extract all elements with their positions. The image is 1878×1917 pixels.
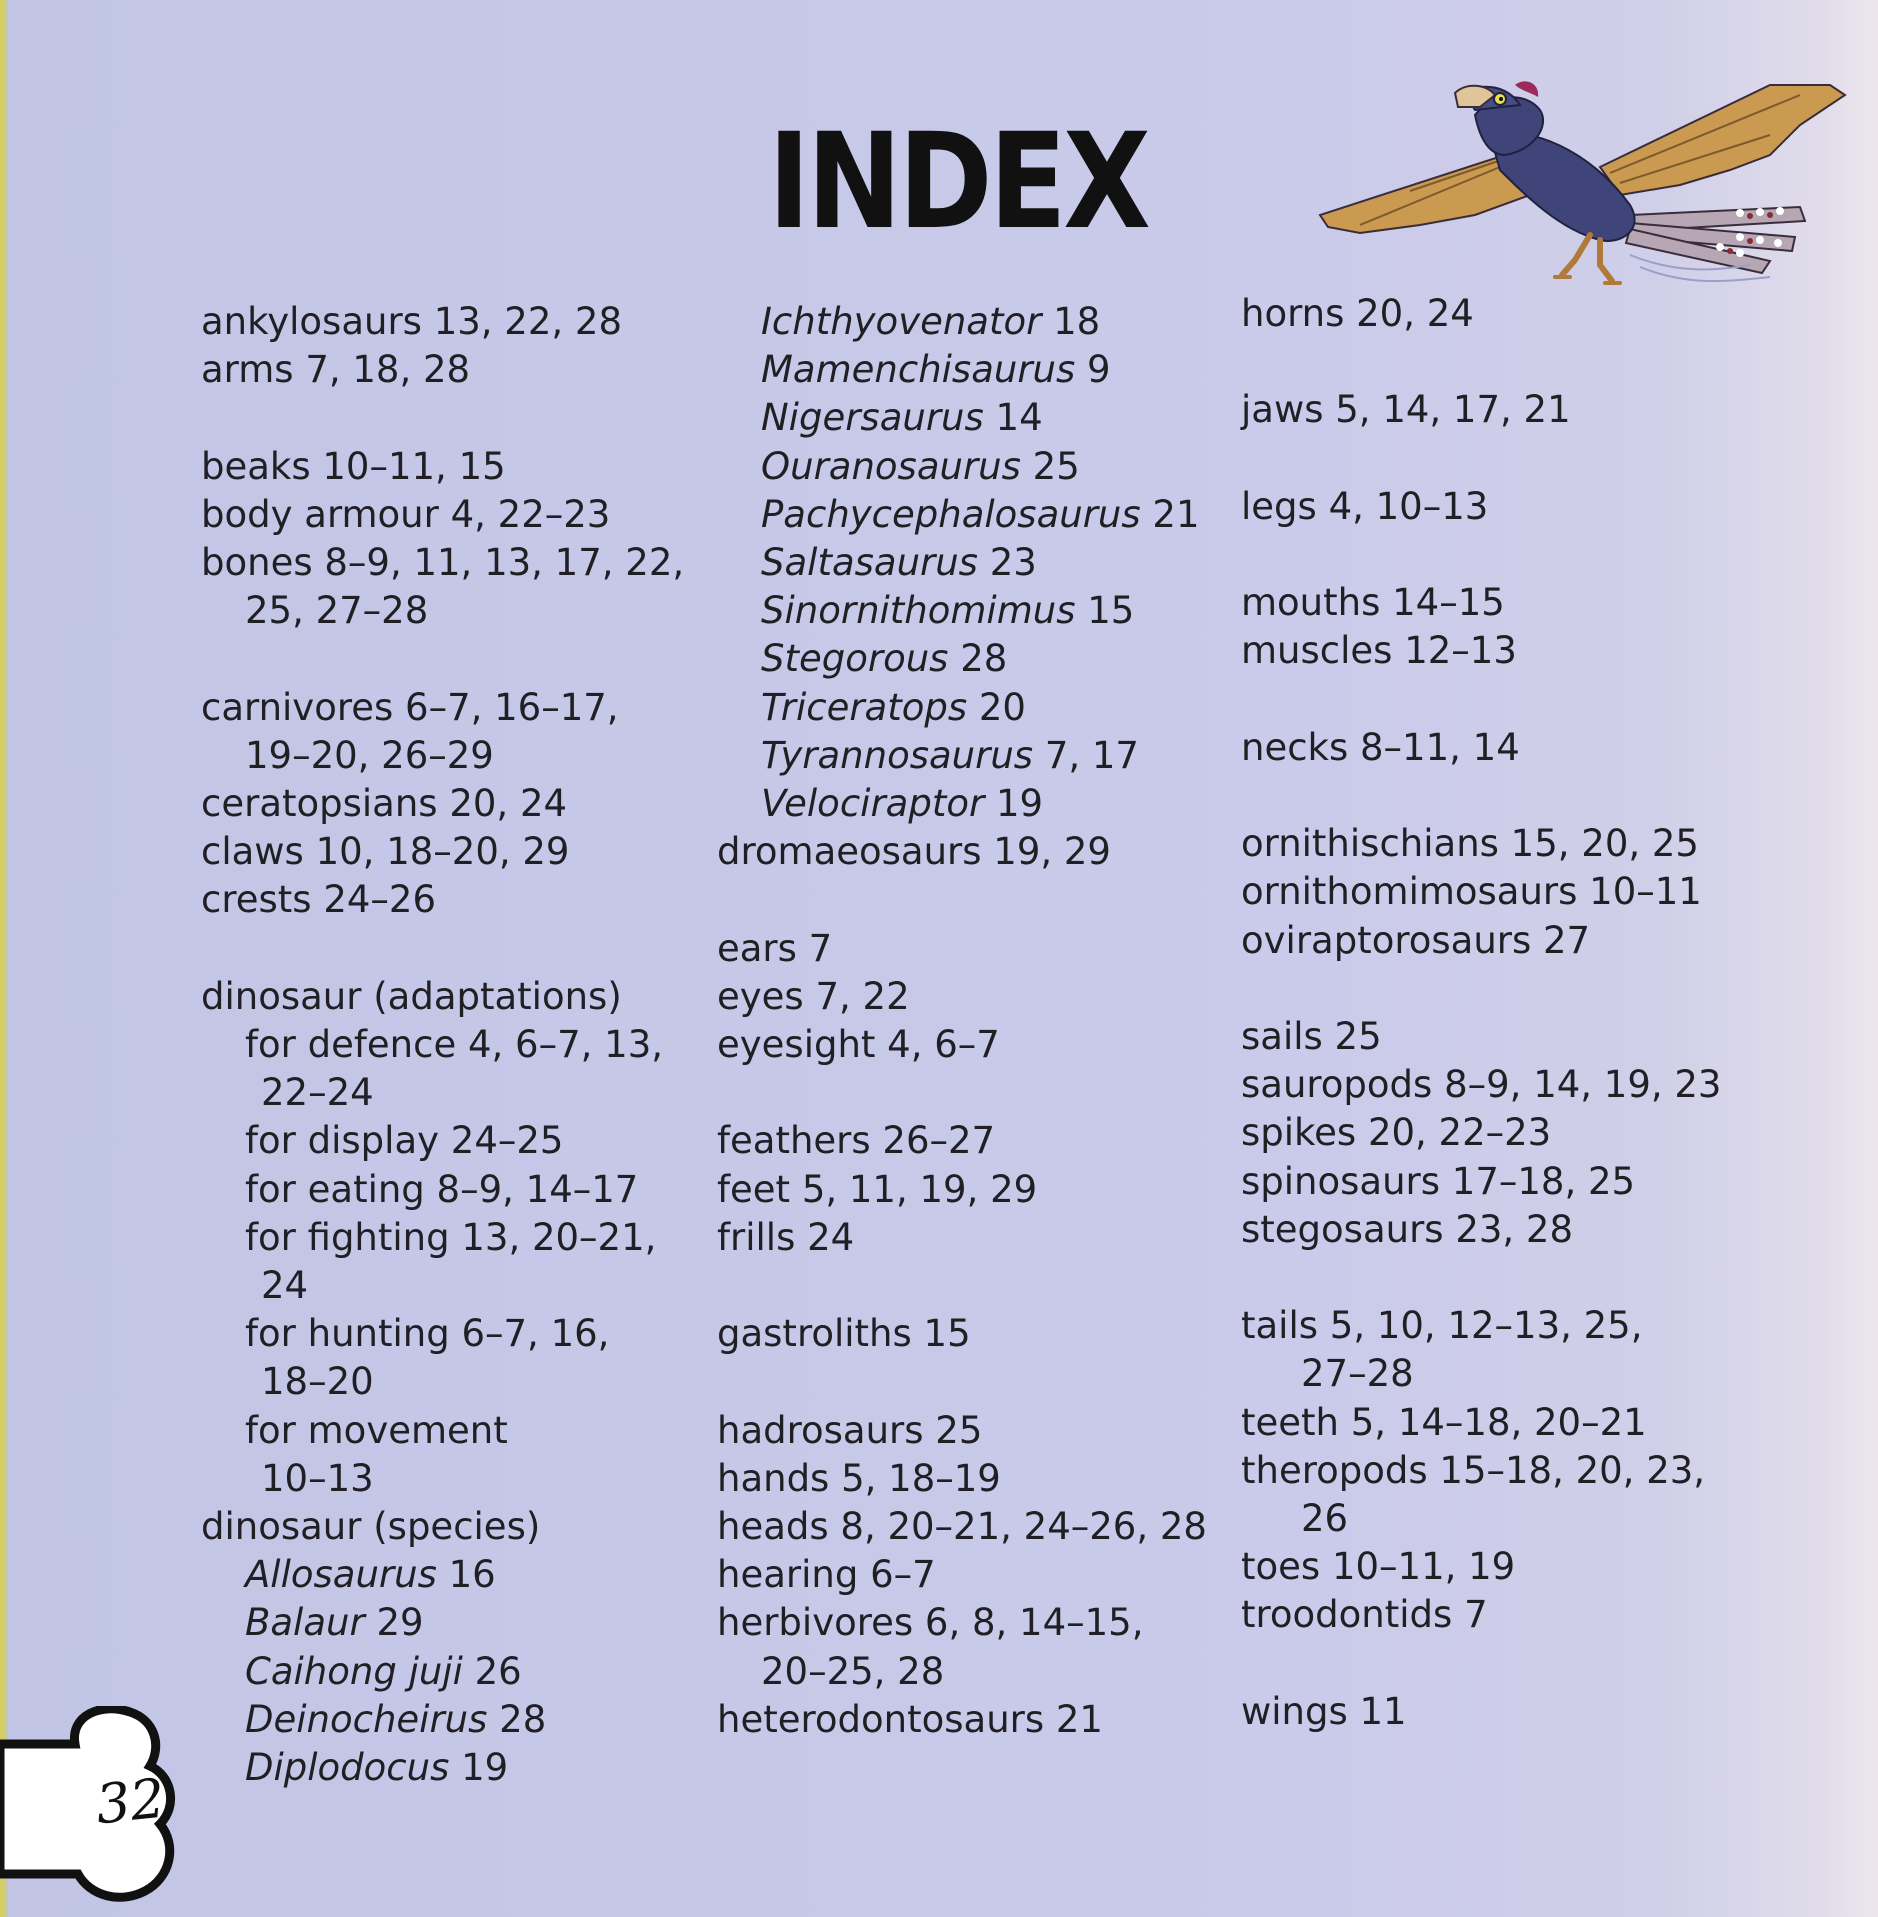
page-references: 28 — [960, 637, 1008, 681]
index-entry: 26 — [1301, 1496, 1349, 1540]
index-column-1 — [201, 298, 684, 1792]
index-entry: for movement — [245, 1408, 508, 1452]
entry-gap — [717, 876, 1207, 924]
index-entry: frills 24 — [717, 1215, 855, 1259]
entry-gap — [1241, 1254, 1721, 1302]
page-references: 26 — [474, 1649, 522, 1693]
page-spine — [0, 0, 8, 1917]
entry-gap — [1241, 676, 1721, 724]
index-entry — [717, 684, 1207, 732]
species-name: Velociraptor — [761, 782, 985, 826]
species-name: Balaur — [245, 1601, 365, 1645]
index-entry — [717, 491, 1207, 539]
index-entry: sails 25 — [1241, 1014, 1382, 1058]
index-entry: feathers 26–27 — [717, 1119, 996, 1163]
index-entry: ears 7 — [717, 926, 833, 970]
index-entry — [717, 635, 1207, 683]
index-entry: wings 11 — [1241, 1689, 1407, 1733]
index-entry: feet 5, 11, 19, 29 — [717, 1167, 1038, 1211]
index-entry — [201, 1648, 684, 1696]
entry-gap — [1241, 772, 1721, 820]
index-entry: tails 5, 10, 12–13, 25, — [1241, 1304, 1643, 1348]
index-entry: 20–25, 28 — [761, 1649, 945, 1693]
index-entry: horns 20, 24 — [1241, 292, 1474, 335]
index-entry: legs 4, 10–13 — [1241, 484, 1489, 528]
index-entry: 19–20, 26–29 — [245, 733, 494, 777]
entry-gap — [201, 635, 684, 683]
species-name: Diplodocus — [245, 1746, 450, 1790]
page-number: 32 — [92, 1766, 168, 1837]
page-references: 20 — [978, 685, 1026, 729]
page-references: 16 — [448, 1553, 496, 1597]
entry-gap — [717, 1358, 1207, 1406]
index-entry: hadrosaurs 25 — [717, 1408, 983, 1452]
index-entry: spinosaurs 17–18, 25 — [1241, 1159, 1636, 1203]
species-name: Sinornithomimus — [761, 589, 1076, 633]
index-entry: dromaeosaurs 19, 29 — [717, 830, 1111, 874]
index-entry: eyes 7, 22 — [717, 974, 910, 1018]
page-references: 25 — [1032, 444, 1080, 488]
index-entry: necks 8–11, 14 — [1241, 725, 1520, 769]
index-entry: carnivores 6–7, 16–17, — [201, 685, 619, 729]
page-references: 7, 17 — [1044, 733, 1139, 777]
index-entry: gastroliths 15 — [717, 1312, 971, 1356]
index-entry: claws 10, 18–20, 29 — [201, 830, 570, 874]
index-entry — [201, 1599, 684, 1647]
index-entry: herbivores 6, 8, 14–15, — [717, 1601, 1144, 1645]
index-entry: spikes 20, 22–23 — [1241, 1111, 1552, 1155]
index-entry — [201, 1696, 684, 1744]
index-entry: stegosaurs 23, 28 — [1241, 1207, 1574, 1251]
index-entry: eyesight 4, 6–7 — [717, 1023, 1000, 1067]
index-entry — [717, 298, 1207, 346]
entry-gap — [1241, 965, 1721, 1013]
index-entry — [201, 1551, 684, 1599]
index-entry: crests 24–26 — [201, 878, 436, 922]
entry-gap — [1241, 1640, 1721, 1688]
page-references: 18 — [1053, 300, 1101, 343]
page-references: 23 — [989, 541, 1037, 585]
species-name: Deinocheirus — [245, 1697, 488, 1741]
index-entry: dinosaur (species) — [201, 1505, 541, 1549]
index-entry: hands 5, 18–19 — [717, 1456, 1001, 1500]
page-references: 19 — [461, 1746, 509, 1790]
index-column-2 — [717, 298, 1207, 1744]
entry-gap — [1241, 531, 1721, 579]
entry-gap — [201, 394, 684, 442]
index-entry: 22–24 — [261, 1071, 374, 1115]
index-entry: hearing 6–7 — [717, 1553, 936, 1597]
species-name: Caihong juji — [245, 1649, 463, 1693]
index-entry — [201, 1744, 684, 1792]
page-references: 28 — [499, 1697, 547, 1741]
index-entry: ornithomimosaurs 10–11 — [1241, 870, 1702, 914]
index-entry: ankylosaurs 13, 22, 28 — [201, 300, 622, 343]
page-references: 14 — [995, 396, 1043, 440]
index-entry: beaks 10–11, 15 — [201, 444, 506, 488]
species-name: Pachycephalosaurus — [761, 492, 1141, 536]
species-name: Nigersaurus — [761, 396, 984, 440]
index-entry — [717, 394, 1207, 442]
index-entry: jaws 5, 14, 17, 21 — [1241, 388, 1571, 432]
index-entry: arms 7, 18, 28 — [201, 348, 471, 392]
index-entry: 18–20 — [261, 1360, 374, 1404]
index-entry: dinosaur (adaptations) — [201, 974, 622, 1018]
index-entry — [717, 443, 1207, 491]
page-references: 19 — [995, 782, 1044, 826]
entry-gap — [201, 925, 684, 973]
index-entry — [717, 732, 1207, 780]
index-entry: heterodontosaurs 21 — [717, 1697, 1103, 1741]
species-name: Ouranosaurus — [761, 444, 1021, 488]
index-entry: for display 24–25 — [245, 1119, 564, 1163]
index-entry: body armour 4, 22–23 — [201, 492, 611, 536]
index-entry: for defence 4, 6–7, 13, — [245, 1023, 664, 1066]
page-references: 9 — [1087, 348, 1111, 392]
index-entry: ceratopsians 20, 24 — [201, 782, 568, 825]
flying-dinosaur-icon — [1300, 55, 1860, 295]
entry-gap — [717, 1262, 1207, 1310]
entry-gap — [1241, 338, 1721, 386]
index-entry — [717, 539, 1207, 587]
index-entry: troodontids 7 — [1241, 1593, 1488, 1637]
index-entry: for hunting 6–7, 16, — [245, 1312, 610, 1356]
species-name: Allosaurus — [245, 1553, 437, 1597]
page-references: 15 — [1087, 589, 1135, 633]
index-entry: for eating 8–9, 14–17 — [245, 1167, 639, 1211]
index-entry: 27–28 — [1301, 1352, 1414, 1396]
index-entry: oviraptorosaurs 27 — [1241, 918, 1591, 962]
species-name: Triceratops — [761, 685, 968, 729]
index-entry: bones 8–9, 11, 13, 17, 22, — [201, 541, 685, 584]
index-entry: 10–13 — [261, 1456, 374, 1500]
index-column-3 — [1241, 290, 1721, 1736]
index-entry: for fighting 13, 20–21, — [245, 1215, 657, 1259]
species-name: Stegorous — [761, 637, 949, 681]
index-entry: teeth 5, 14–18, 20–21 — [1241, 1400, 1647, 1444]
index-entry — [717, 346, 1207, 394]
index-entry: mouths 14–15 — [1241, 581, 1505, 625]
species-name: Saltasaurus — [761, 541, 978, 585]
entry-gap — [717, 1069, 1207, 1117]
index-entry — [717, 587, 1207, 635]
species-name: Tyrannosaurus — [761, 733, 1034, 777]
page-title: INDEX — [768, 105, 1148, 259]
index-entry: sauropods 8–9, 14, 19, 23 — [1241, 1063, 1722, 1107]
species-name: Ichthyovenator — [761, 300, 1042, 343]
index-entry: theropods 15–18, 20, 23, — [1241, 1448, 1706, 1492]
index-entry — [717, 780, 1207, 828]
entry-gap — [1241, 435, 1721, 483]
index-entry: muscles 12–13 — [1241, 629, 1517, 673]
species-name: Mamenchisaurus — [761, 348, 1076, 392]
index-entry: ornithischians 15, 20, 25 — [1241, 822, 1699, 866]
index-entry: 25, 27–28 — [245, 589, 429, 633]
index-entry: heads 8, 20–21, 24–26, 28 — [717, 1505, 1207, 1549]
index-entry: 24 — [261, 1264, 309, 1308]
page-references: 21 — [1152, 492, 1200, 536]
page-references: 29 — [376, 1601, 424, 1645]
index-entry: toes 10–11, 19 — [1241, 1545, 1516, 1589]
